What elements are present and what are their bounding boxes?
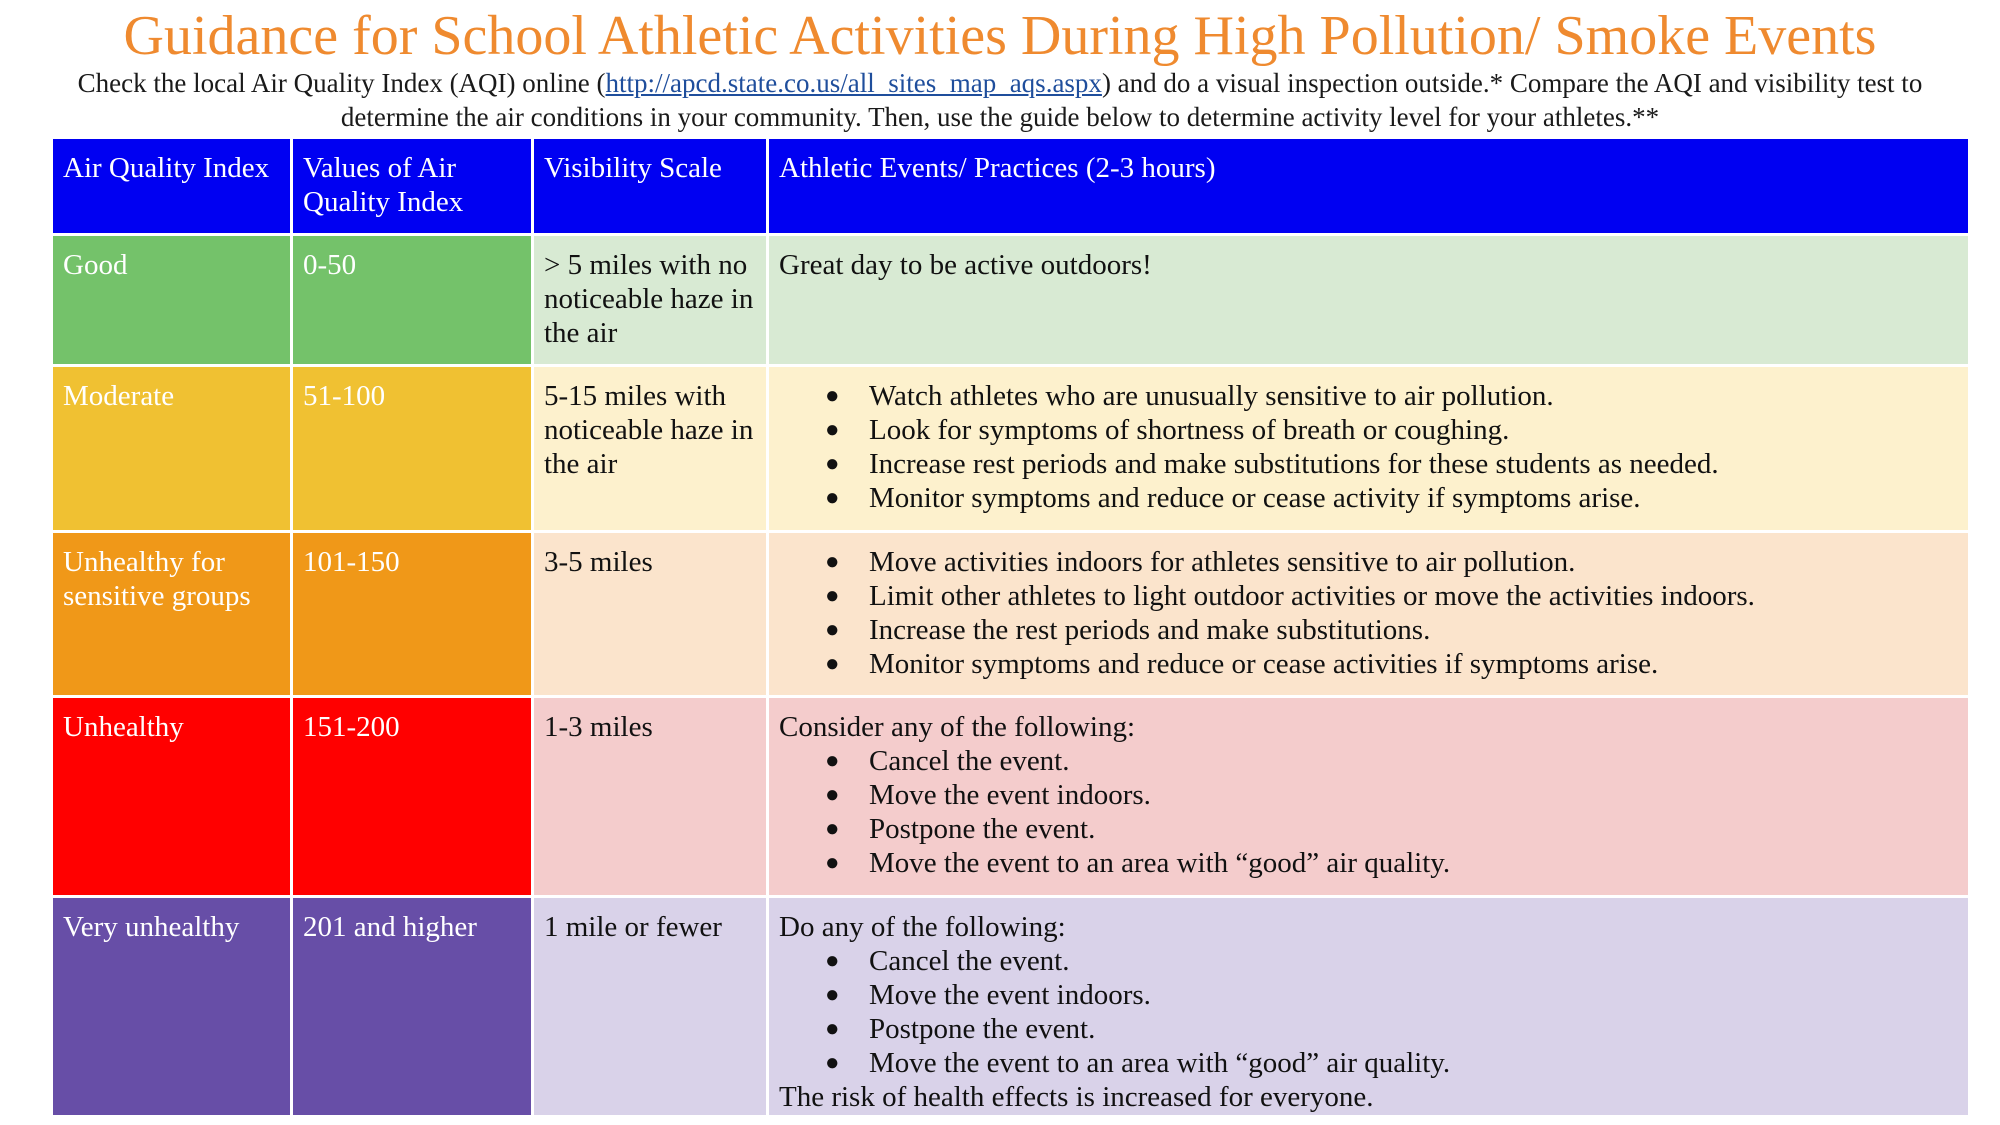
activity-bullet-item: ● Watch athletes who are unusually sensitive to air pollution. bbox=[825, 379, 1958, 413]
aqi-values: 101-150 bbox=[292, 532, 533, 697]
activity-bullet-item: ● Increase rest periods and make substitutions for these students as needed. bbox=[825, 447, 1958, 481]
page-title: Guidance for School Athletic Activities During High Pollution/ Smoke Events bbox=[123, 5, 1877, 67]
activity-tail-text: The risk of health effects is increased for everyone. bbox=[779, 1081, 1374, 1113]
table-row-good bbox=[52, 235, 1970, 366]
aqi-category: Unhealthy for sensitive groups bbox=[52, 532, 292, 697]
table-row-very-unhealthy bbox=[52, 897, 1970, 1117]
aqi-values: 201 and higher bbox=[292, 897, 533, 1117]
header-values-of-aqi: Values of Air Quality Index bbox=[292, 138, 533, 235]
activity-lead-text: Consider any of the following: bbox=[779, 711, 1136, 743]
table-header-row bbox=[52, 138, 1970, 235]
activity-guidance bbox=[768, 897, 1970, 1117]
activity-bullet-item: ● Limit other athletes to light outdoor activities or move the activities indoors. bbox=[825, 579, 1958, 613]
aqi-category: Good bbox=[52, 235, 292, 366]
header-visibility-scale: Visibility Scale bbox=[533, 138, 768, 235]
activity-bullet-item: ● Postpone the event. bbox=[825, 1012, 1958, 1046]
activity-bullet-item: ● Move the event to an area with “good” air quality. bbox=[825, 1046, 1958, 1080]
intro-paragraph bbox=[60, 66, 1940, 134]
aqi-map-link[interactable]: http://apcd.state.co.us/all_sites_map_aqs.aspx bbox=[605, 68, 1102, 98]
activity-guidance bbox=[768, 697, 1970, 897]
activity-bullet-item: ● Increase the rest periods and make substitutions. bbox=[825, 613, 1958, 647]
aqi-values: 151-200 bbox=[292, 697, 533, 897]
table-row-moderate bbox=[52, 366, 1970, 532]
aqi-category: Very unhealthy bbox=[52, 897, 292, 1117]
table-row-unhealthy bbox=[52, 697, 1970, 897]
activity-bullet-item: ● Look for symptoms of shortness of breath or coughing. bbox=[825, 413, 1958, 447]
activity-bullet-item: ● Monitor symptoms and reduce or cease activity if symptoms arise. bbox=[825, 481, 1958, 515]
activity-lead-text: Great day to be active outdoors! bbox=[779, 249, 1152, 281]
visibility-scale: 5-15 miles with noticeable haze in the air bbox=[533, 366, 768, 532]
header-athletic-events: Athletic Events/ Practices (2-3 hours) bbox=[768, 138, 1970, 235]
activity-bullet-item: ● Move the event indoors. bbox=[825, 778, 1958, 812]
activity-bullet-item: ● Cancel the event. bbox=[825, 944, 1958, 978]
table-row-unhealthy-sensitive bbox=[52, 532, 1970, 697]
header-air-quality-index: Air Quality Index bbox=[52, 138, 292, 235]
aqi-values: 51-100 bbox=[292, 366, 533, 532]
visibility-scale: 3-5 miles bbox=[533, 532, 768, 697]
activity-bullet-list bbox=[779, 545, 1958, 681]
activity-guidance bbox=[768, 366, 1970, 532]
activity-bullet-list bbox=[779, 744, 1958, 880]
intro-text-after-link: ) and do a visual inspection outside.* Compare the AQI and visibility test to determine the air conditions in your community. Then, use the guide below to determine activity level for your athletes.** bbox=[340, 68, 1923, 132]
visibility-scale: > 5 miles with no noticeable haze in the air bbox=[533, 235, 768, 366]
aqi-category: Moderate bbox=[52, 366, 292, 532]
table-body bbox=[52, 235, 1970, 1117]
activity-guidance bbox=[768, 235, 1970, 366]
aqi-category: Unhealthy bbox=[52, 697, 292, 897]
activity-bullet-list bbox=[779, 944, 1958, 1080]
visibility-scale: 1 mile or fewer bbox=[533, 897, 768, 1117]
visibility-scale: 1-3 miles bbox=[533, 697, 768, 897]
activity-bullet-item: ● Move activities indoors for athletes sensitive to air pollution. bbox=[825, 545, 1958, 579]
activity-bullet-item: ● Move the event indoors. bbox=[825, 978, 1958, 1012]
activity-bullet-item: ● Monitor symptoms and reduce or cease activities if symptoms arise. bbox=[825, 647, 1958, 681]
activity-bullet-item: ● Postpone the event. bbox=[825, 812, 1958, 846]
activity-guidance bbox=[768, 532, 1970, 697]
activity-bullet-item: ● Move the event to an area with “good” air quality. bbox=[825, 846, 1958, 880]
aqi-guidance-table bbox=[50, 136, 1971, 1118]
activity-lead-text: Do any of the following: bbox=[779, 911, 1066, 943]
activity-bullet-list bbox=[779, 379, 1958, 515]
aqi-values: 0-50 bbox=[292, 235, 533, 366]
intro-text-before-link: Check the local Air Quality Index (AQI) online ( bbox=[77, 68, 606, 98]
activity-bullet-item: ● Cancel the event. bbox=[825, 744, 1958, 778]
